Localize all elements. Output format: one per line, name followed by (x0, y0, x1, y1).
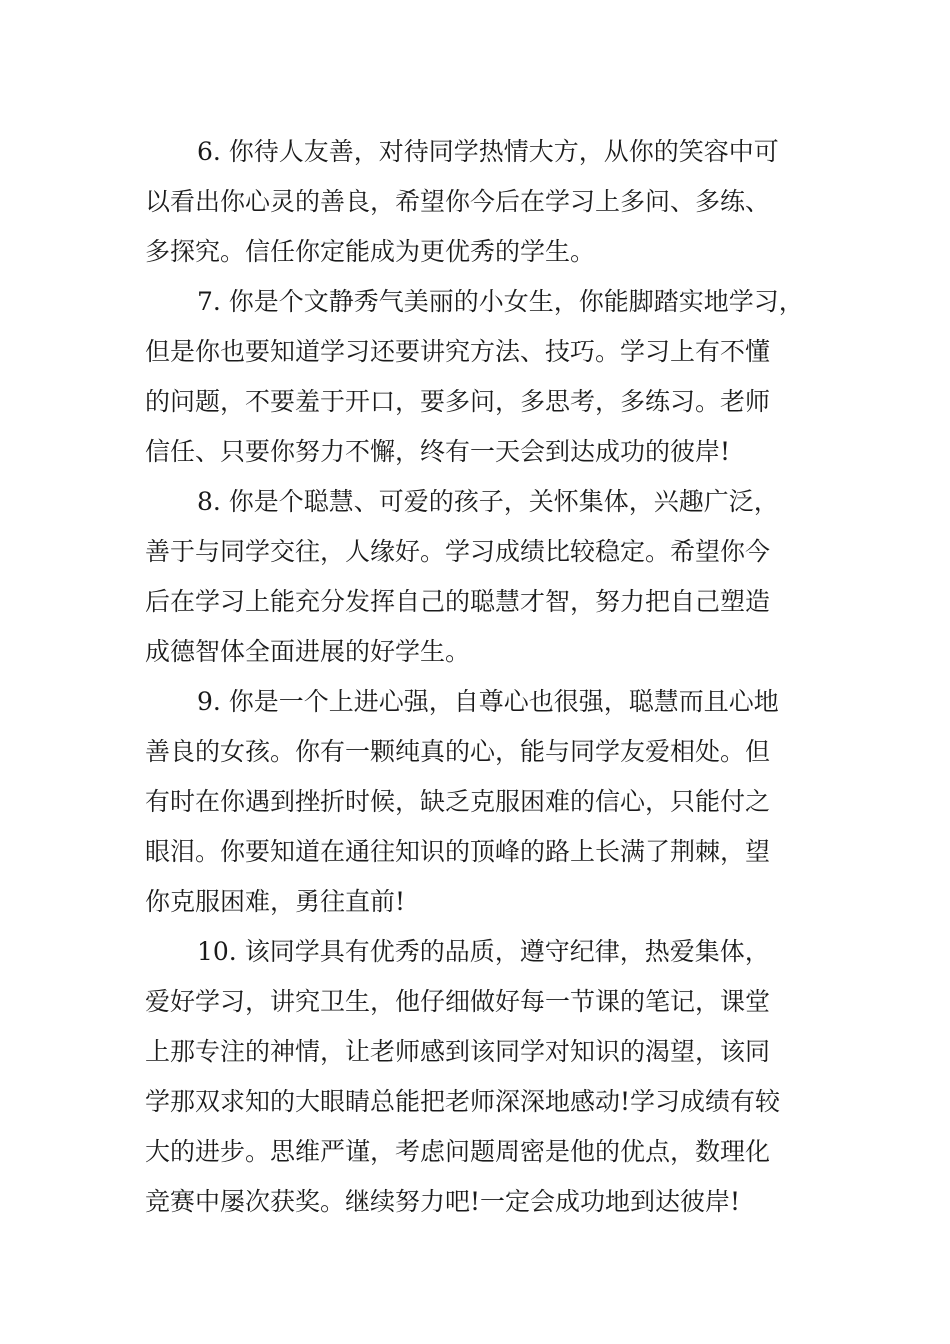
text-line: 后在学习上能充分发挥自己的聪慧才智，努力把自己塑造 (145, 587, 771, 616)
text-line: 10. 该同学具有优秀的品质，遵守纪律，热爱集体， (197, 937, 770, 966)
text-line: 以看出你心灵的善良，希望你今后在学习上多问、多练、 (145, 187, 771, 216)
text-line: 善良的女孩。你有一颗纯真的心，能与同学友爱相处。但 (145, 737, 771, 766)
text-line: 爱好学习，讲究卫生，他仔细做好每一节课的笔记，课堂 (145, 987, 771, 1016)
text-line: 信任、只要你努力不懈，终有一天会到达成功的彼岸! (145, 437, 731, 466)
text-line: 学那双求知的大眼睛总能把老师深深地感动!学习成绩有较 (145, 1087, 781, 1116)
paragraph-item-6 (145, 127, 825, 277)
text-line: 你克服困难，勇往直前! (145, 887, 406, 916)
paragraph-item-7 (145, 277, 825, 477)
text-line: 9. 你是一个上进心强，自尊心也很强，聪慧而且心地 (197, 687, 779, 716)
paragraph-item-10 (145, 927, 825, 1227)
text-line: 的问题，不要羞于开口，要多问，多思考，多练习。老师 (145, 387, 771, 416)
text-line: 大的进步。思维严谨，考虑问题周密是他的优点，数理化 (145, 1137, 771, 1166)
text-line: 上那专注的神情，让老师感到该同学对知识的渴望，该同 (145, 1037, 771, 1066)
text-line: 7. 你是个文静秀气美丽的小女生，你能脚踏实地学习， (197, 287, 804, 316)
text-line: 6. 你待人友善，对待同学热情大方，从你的笑容中可 (197, 137, 779, 166)
paragraph-item-8 (145, 477, 825, 677)
text-line: 8. 你是个聪慧、可爱的孩子，关怀集体，兴趣广泛， (197, 487, 779, 516)
text-line: 有时在你遇到挫折时候，缺乏克服困难的信心，只能付之 (145, 787, 771, 816)
text-line: 但是你也要知道学习还要讲究方法、技巧。学习上有不懂 (145, 337, 771, 366)
text-line: 竞赛中屡次获奖。继续努力吧!一定会成功地到达彼岸! (145, 1187, 741, 1216)
text-line: 善于与同学交往，人缘好。学习成绩比较稳定。希望你今 (145, 537, 771, 566)
paragraph-item-9 (145, 677, 825, 927)
text-line: 眼泪。你要知道在通往知识的顶峰的路上长满了荆棘，望 (145, 837, 771, 866)
text-line: 成德智体全面进展的好学生。 (145, 637, 471, 666)
document-page (145, 127, 825, 1227)
text-line: 多探究。信任你定能成为更优秀的学生。 (145, 237, 596, 266)
